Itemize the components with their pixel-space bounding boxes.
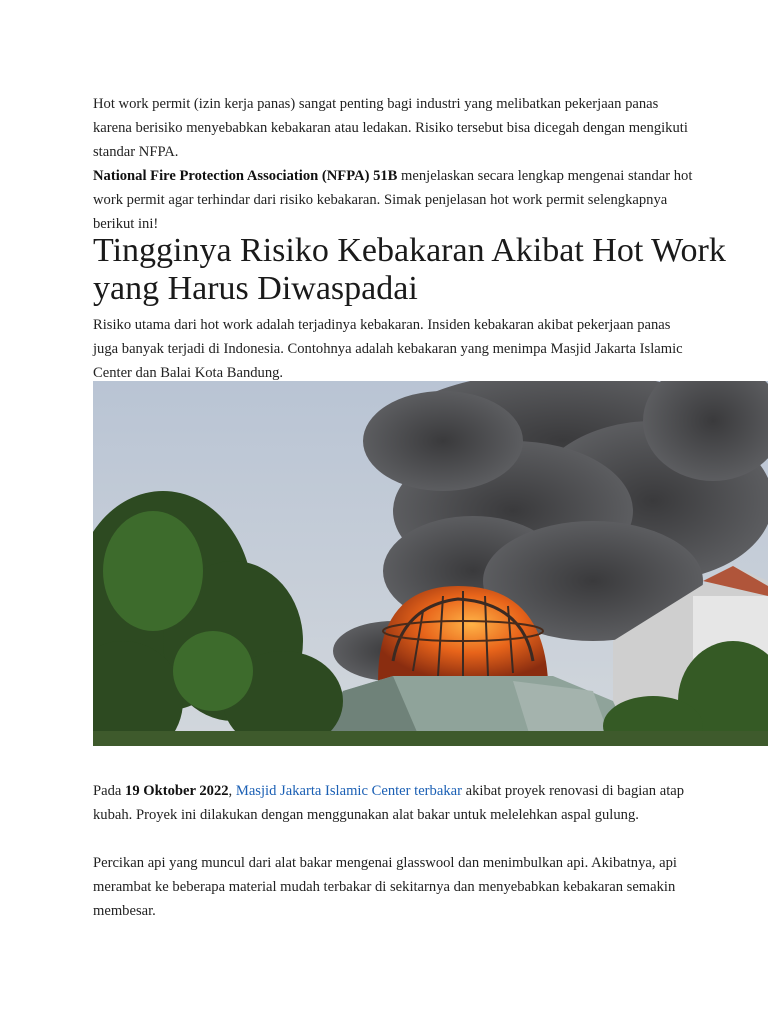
risk-text: Risiko utama dari hot work adalah terjadinya kebakaran. Insiden kebakaran akibat pekerjaan panas juga banyak terjadi di Indonesia. Contohnya adalah kebakaran yang menimpa Masjid Jakarta Islamic Center dan Balai Kota Bandung. xyxy=(93,317,683,382)
section-heading: Tingginya Risiko Kebakaran Akibat Hot Work yang Harus Diwaspadai xyxy=(93,232,726,307)
nfpa-paragraph xyxy=(93,164,693,237)
mosque-fire-photo xyxy=(93,381,768,746)
intro-text: Hot work permit (izin kerja panas) sangat penting bagi industri yang melibatkan pekerjaan panas karena berisiko menyebabkan kebakaran atau ledakan. Risiko tersebut bisa dicegah dengan mengikuti standar NFPA. xyxy=(93,96,688,161)
nfpa-bold-text: National Fire Protection Association (NFPA) 51B xyxy=(93,168,398,184)
spark-text: Percikan api yang muncul dari alat bakar mengenai glasswool dan menimbulkan api. Akibatnya, api merambat ke beberapa material mudah terbakar di sekitarnya dan menyebabkan kebakaran semakin membesar. xyxy=(93,855,677,920)
incident-rest: akibat proyek renovasi di bagian atap kubah. Proyek ini dilakukan dengan menggunakan alat bakar untuk melelehkan aspal gulung. xyxy=(93,783,685,824)
incident-prefix: Pada xyxy=(93,783,126,799)
mosque-fire-link[interactable]: Masjid Jakarta Islamic Center terbakar xyxy=(235,783,462,799)
incident-date: 19 Oktober 2022 xyxy=(125,783,229,799)
incident-paragraph xyxy=(93,779,693,827)
incident-comma: , xyxy=(228,783,236,799)
risk-paragraph xyxy=(93,313,693,386)
spark-paragraph xyxy=(93,851,693,924)
nfpa-rest-text: menjelaskan secara lengkap mengenai standar hot work permit agar terhindar dari risiko kebakaran. Simak penjelasan hot work permit selengkapnya berikut ini! xyxy=(93,168,693,233)
intro-paragraph xyxy=(93,92,693,165)
